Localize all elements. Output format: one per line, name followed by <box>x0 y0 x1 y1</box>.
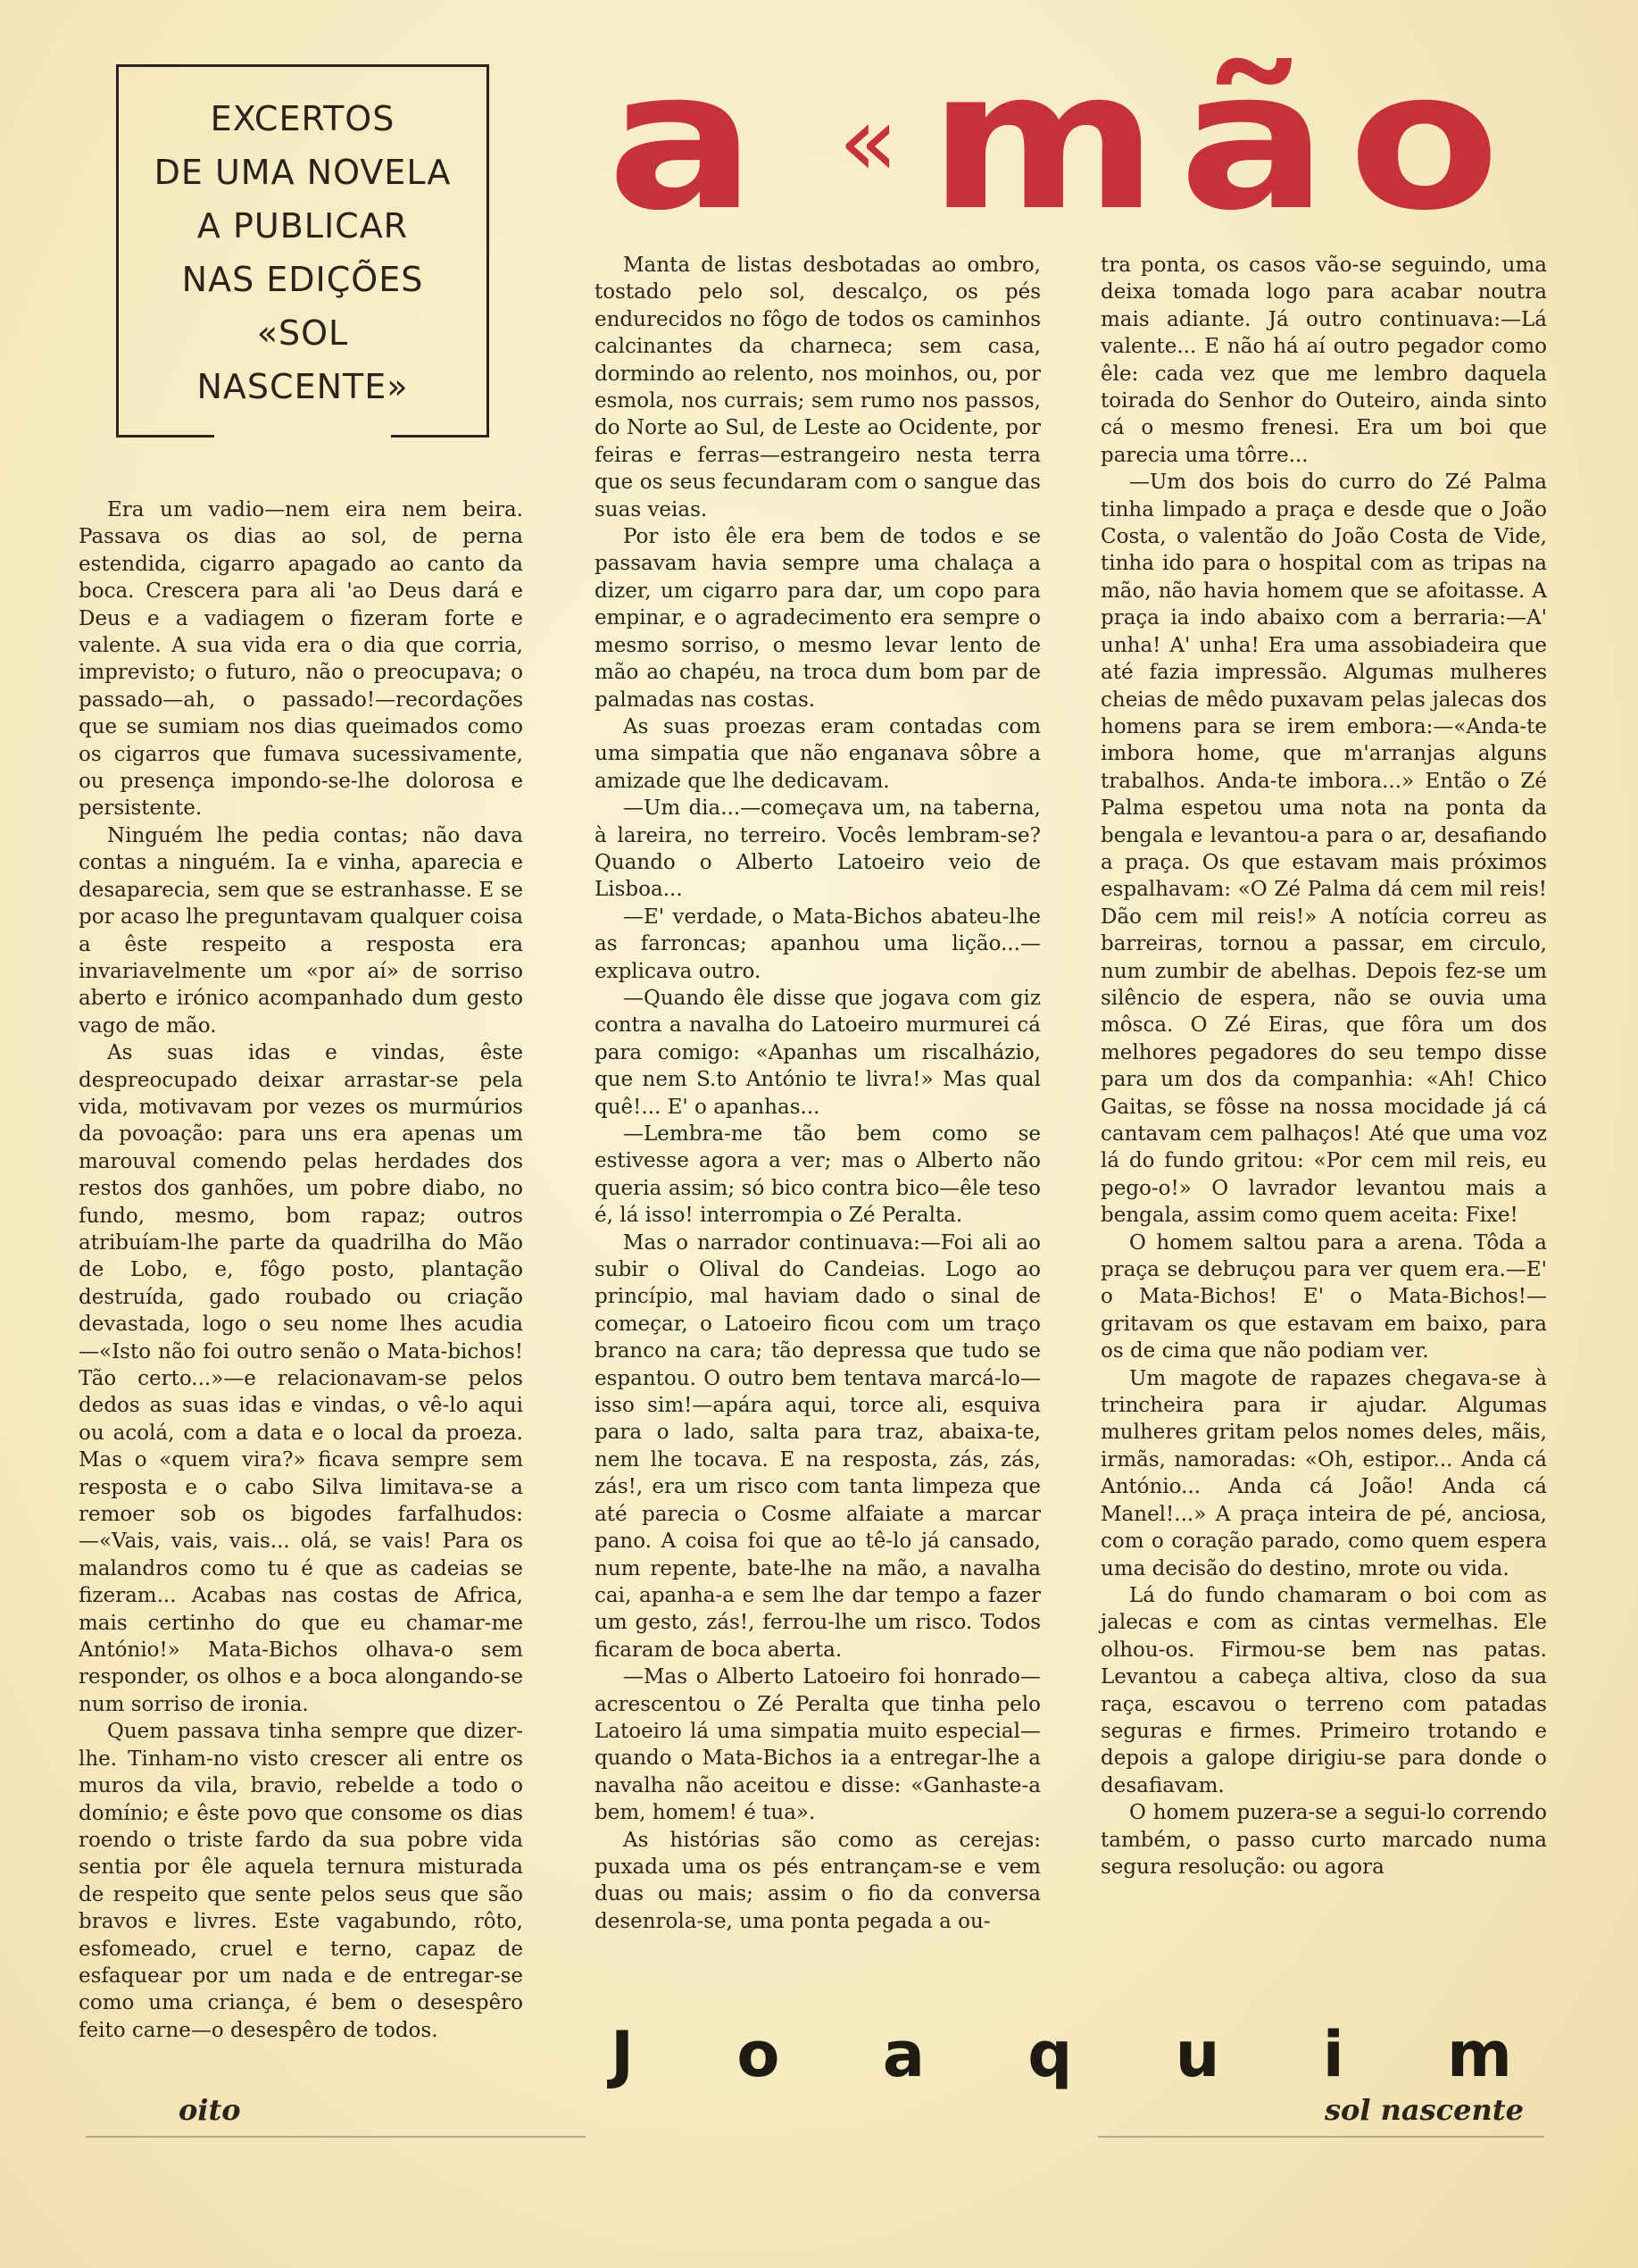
title-open-quote: « <box>838 84 899 198</box>
author-letter: u <box>1175 2018 1220 2091</box>
notice-line: EXCERTOS <box>210 99 395 138</box>
paragraph: Por isto êle era bem de todos e se passavam havia sempre uma chalaça a dizer, um cigarro para dar, um copo para empinar, e o agradecimento era sempre o mesmo sorriso, o mesmo levar lento de mão ao chapéu, na troca dum bom par de palmadas nas costas. <box>595 525 1041 712</box>
page-number: oito <box>179 2093 241 2127</box>
paragraph: —Um dos bois do curro do Zé Palma tinha limpado a praça e desde que o João Costa, o valentão do João Costa de Vide, tinha ido para o hospital com as tripas na mão, não havia homem que se afoitasse. A praça ia indo abaixo com a berraria:—A' unha! A' unha! Era uma assobiadeira que até fazia impressão. Algumas mulheres cheias de mêdo puxavam pelas jalecas dos homens para se irem embora:—«Anda-te imbora home, que m'arranjas alguns trabalhos. Anda-te imbora...» Então o Zé Palma espetou uma nota na ponta da bengala e levantou-a para o ar, desafiando a praça. Os que estavam mais próximos espalhavam: «O Zé Palma dá cem mil reis! Dão cem mil reis!» A notícia correu as barreiras, tornou a passar, em circulo, num zumbir de abelhas. Depois fez-se um silêncio de espera, não se ouvia uma môsca. O Zé Eiras, que fôra um dos melhores pegadores do seu tempo disse para um dos da companhia: «Ah! Chico Gaitas, se fôsse na nossa mocidade já cá cantavam cem palhaços! Até que uma voz lá do fundo gritou: «Por cem mil reis, eu pego-o!» O lavrador levantou mais a bengala, assim como quem aceita: Fixe! <box>1101 471 1547 1228</box>
notice-line: NAS EDIÇÕES <box>181 260 424 299</box>
paragraph: —Um dia...—começava um, na taberna, à lareira, no terreiro. Vocês lembram-se? Quando o Alberto Latoeiro veio de Lisboa... <box>595 796 1041 902</box>
paragraph: Mas o narrador continuava:—Foi ali ao subir o Olival do Candeias. Logo ao princípio, mal haviam dado o sinal de começar, o Latoeiro ficou com um traço branco na cara; tão depressa que tudo se espantou. O outro bem tentava marcá-lo—isso sim!—apára aqui, torce ali, esquiva para o lado, salta para traz, abaixa-te, nem lhe tocava. E na resposta, zás, zás, zás!, era um risco com tanta limpeza que até parecia o Cosme alfaiate a marcar pano. A coisa foi que ao tê-lo já cansado, num repente, bate-lhe na mão, a navalha cai, apanha-a e sem lhe dar tempo a fazer um gesto, zás!, ferrou-lhe um risco. Todos ficaram de boca aberta. <box>595 1230 1041 1662</box>
author-letter: i <box>1322 2018 1344 2091</box>
paragraph: Um magote de rapazes chegava-se à trincheira para ir ajudar. Algumas mulheres gritam pelos nomes deles, mãis, irmãs, namoradas: «Oh, estipor... Anda cá António... Anda cá João! Anda cá Manel!...» A praça inteira de pé, anciosa, com o coração parado, como quem espera uma decisão do destino, mrote ou vida. <box>1101 1366 1547 1580</box>
title-word: mão <box>928 29 1521 253</box>
paragraph: —Quando êle disse que jogava com giz contra a navalha do Latoeiro murmurei cá para comigo: «Apanhas um riscalházio, que nem S.to António te livra!» Mas qual quê!... E' o apanhas... <box>595 986 1041 1119</box>
paragraph: Ninguém lhe pedia contas; não dava contas a ninguém. Ia e vinha, aparecia e desaparecia, sem que se estranhasse. E se por acaso lhe preguntavam qualquer coisa a êste respeito a resposta era invariavelmente um «por aí» de sorriso aberto e irónico acompanhado dum gesto vago de mão. <box>79 823 523 1038</box>
author-letter: J <box>611 2018 635 2091</box>
novel-notice-box <box>116 64 489 438</box>
notice-line: DE UMA NOVELA <box>154 153 452 192</box>
paragraph: Manta de listas desbotadas ao ombro, tostado pelo sol, descalço, os pés endurecidos no fôgo de todos os caminhos calcinantes da charneca; sem casa, dormindo ao relento, nos moinhos, ou, por esmola, nos currais; sem rumo nos passos, do Norte ao Sul, de Leste ao Ocidente, por feiras e ferras—estrangeiro nesta terra que os seus fecundaram com o sangue das suas veias. <box>595 254 1041 521</box>
text-column-1 <box>79 496 523 2044</box>
notice-line: «SOL <box>256 313 349 353</box>
paragraph: Lá do fundo chamaram o boi com as jalecas e com as cintas vermelhas. Ele olhou-os. Firmou-se bem nas patas. Levantou a cabeça altiva, closo da sua raça, escavou o terreno com patadas seguras e firmes. Primeiro trotando e depois a galope dirigiu-se para donde o desafiavam. <box>1101 1583 1547 1797</box>
title-article: a <box>607 29 750 253</box>
paragraph: Era um vadio—nem eira nem beira. Passava os dias ao sol, de perna estendida, cigarro apagado ao canto da boca. Crescera para ali 'ao Deus dará e Deus e a vadiagem o fizeram forte e valente. A sua vida era o dia que corria, imprevisto; o futuro, não o preocupava; o passado—ah, o passado!—recordações que se sumiam nos dias queimados como os cigarros que fumava sucessivamente, ou presença impondo-se-lhe dolorosa e persistente. <box>79 498 523 821</box>
publication-name: sol nascente <box>1325 2093 1524 2127</box>
paragraph: As suas idas e vindas, êste despreocupado deixar arrastar-se pela vida, motivavam por vezes os murmúrios da povoação: para uns era apenas um marouval comendo pelas herdades dos restos dos ganhões, um pobre diabo, no fundo, mesmo, bom rapaz; outros atribuíam-lhe parte da quadrilha do Mão de Lobo, e, fôgo posto, plantação destruída, gado roubado ou criação devastada, logo o seu nome lhes acudia—«Isto não foi outro senão o Mata-bichos! Tão certo...»—e relacionavam-se pelos dedos as suas idas e vindas, o vê-lo aqui ou acolá, com a data e o local da proeza. Mas o «quem vira?» ficava sempre sem resposta e o cabo Silva limitava-se a remoer sob os bigodes farfalhudos:—«Vais, vais, vais... olá, se vais! Para os malandros como tu é que as cadeias se fizeram... Acabas nas costas de Africa, mais certinho do que eu chamar-me António!» Mata-Bichos olhava-o sem responder, os olhos e a boca alongando-se num sorriso de ironia. <box>79 1041 523 1716</box>
paragraph: O homem puzera-se a segui-lo correndo também, o passo curto marcado numa segura resolução: ou agora <box>1101 1801 1547 1879</box>
paragraph: As suas proezas eram contadas com uma simpatia que não enganava sôbre a amizade que lhe dedicavam. <box>595 714 1041 793</box>
text-column-2 <box>595 252 1041 1935</box>
author-letter: o <box>736 2018 780 2091</box>
paragraph: O homem saltou para a arena. Tôda a praça se debruçou para ver quem era.—E' o Mata-Bichos! E' o Mata-Bichos!—gritavam os que estavam em baixo, para os de cima que não podiam ver. <box>1101 1230 1547 1363</box>
notice-line: A PUBLICAR <box>196 206 409 246</box>
paragraph: Quem passava tinha sempre que dizer-lhe. Tinham-no visto crescer ali entre os muros da vila, bravio, rebelde a todo o domínio; e êste povo que consome os dias roendo o triste fardo da sua pobre vida sentia por êle aquela ternura misturada de respeito que sente pelos seus que são bravos e livres. Este vagabundo, rôto, esfomeado, cruel e terno, capaz de esfaquear por um nada e de entregar-se como uma criança, é bem o desespêro feito carne—o desespêro de todos. <box>79 1720 523 2042</box>
box-bottom-rule-right <box>391 435 489 438</box>
novel-notice-text <box>119 92 486 413</box>
author-name <box>611 2018 1512 2091</box>
author-letter: m <box>1447 2018 1512 2091</box>
story-title <box>607 29 1571 253</box>
box-bottom-rule-left <box>116 435 214 438</box>
paragraph: tra ponta, os casos vão-se seguindo, uma deixa tomada logo para acabar noutra mais adiante. Já outro continuava:—Lá valente... E não há aí outro pegador como êle: cada vez que me lembro daquela toirada do Senhor do Outeiro, ainda sinto cá o mesmo frenesi. Era um boi que parecia uma tôrre... <box>1101 254 1547 467</box>
paragraph: —Mas o Alberto Latoeiro foi honrado—acrescentou o Zé Peralta que tinha pelo Latoeiro lá uma simpatia muito especial—quando o Mata-Bichos ia a entregar-lhe a navalha não aceitou e disse: «Ganhaste-a bem, homem! é tua». <box>595 1665 1041 1825</box>
notice-line: NASCENTE» <box>196 367 409 406</box>
footer-rule-right <box>1098 2136 1544 2138</box>
author-letter: a <box>882 2018 925 2091</box>
paragraph: As histórias são como as cerejas: puxada uma os pés entrançam-se e vem duas ou mais; assim o fio da conversa desenrola-se, uma ponta pegada a ou- <box>595 1828 1041 1933</box>
author-letter: q <box>1027 2018 1073 2091</box>
paragraph: —Lembra-me tão bem como se estivesse agora a ver; mas o Alberto não queria assim; só bico contra bico—êle teso é, lá isso! interrompia o Zé Peralta. <box>595 1122 1041 1228</box>
footer-rule-left <box>86 2136 586 2138</box>
paragraph: —E' verdade, o Mata-Bichos abateu-lhe as farroncas; apanhou uma lição...—explicava outro. <box>595 905 1041 983</box>
text-column-3 <box>1101 252 1547 1880</box>
